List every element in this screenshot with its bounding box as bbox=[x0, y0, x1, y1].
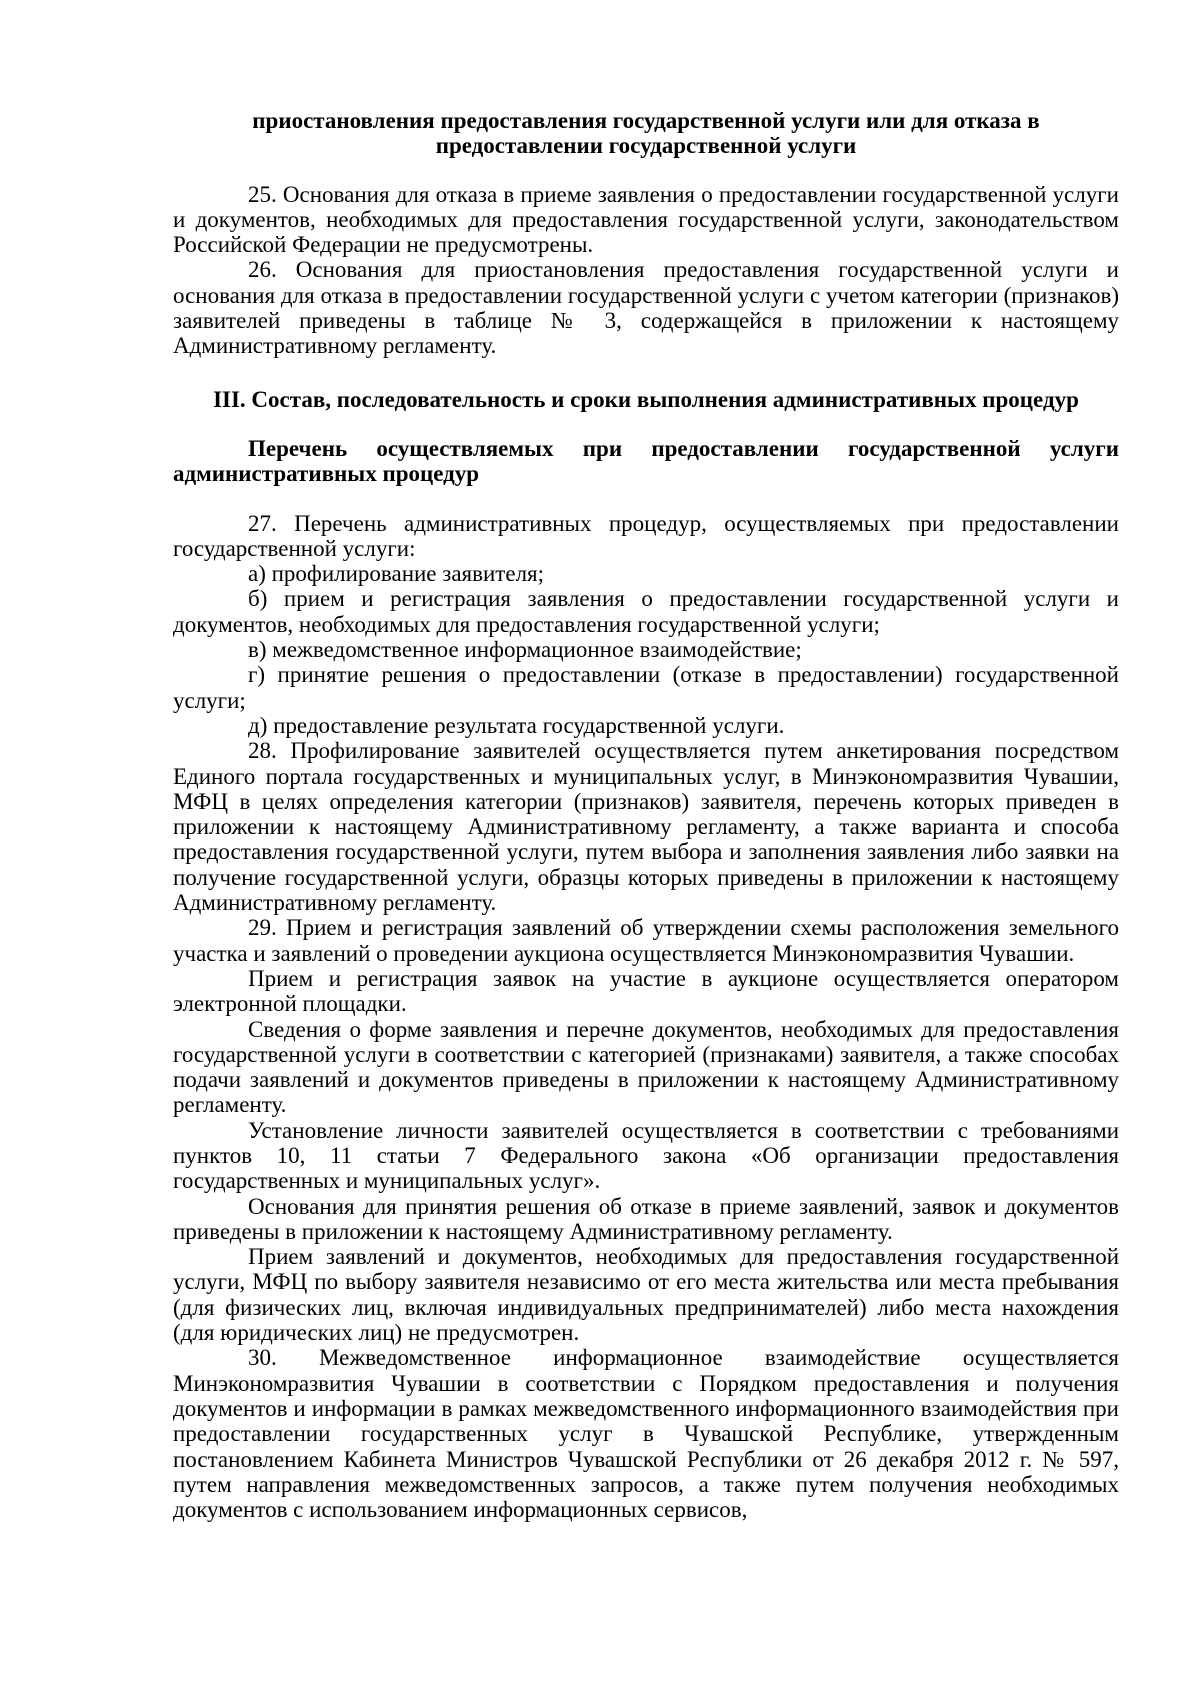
paragraph-28: 28. Профилирование заявителей осуществляется путем анкетирования посредством Единого портала государственных и муниципальных услуг, в Минэкономразвития Чувашии, МФЦ в целях определения категории (признаков) заявителя, перечень которых приведен в приложении к настоящему Административному регламенту, а также варианта и способа предоставления государственной услуги, путем выбора и заполнения заявления либо заявки на получение государственной услуги, образцы которых приведены в приложении к настоящему Административному регламенту. bbox=[173, 738, 1119, 916]
document-page bbox=[173, 108, 1119, 1522]
paragraph-30: 30. Межведомственное информационное взаимодействие осуществляется Минэкономразвития Чувашии в соответствии с Порядком предоставления и получения документов и информации в рамках межведомственного информационного взаимодействия при предоставлении государственных услуг в Чувашской Республике, утвержденным постановлением Кабинета Министров Чувашской Республики от 26 декабря 2012 г. № 597, путем направления межведомственных запросов, а также путем получения необходимых документов с использованием информационных сервисов, bbox=[173, 1345, 1119, 1523]
heading-top: приостановления предоставления государственной услуги или для отказа в предоставлении государственной услуги bbox=[252, 108, 1040, 159]
paragraph-29: 29. Прием и регистрация заявлений об утверждении схемы расположения земельного участка и заявлений о проведении аукциона осуществляется Минэкономразвития Чувашии. bbox=[173, 915, 1119, 966]
list-item-a: а) профилирование заявителя; bbox=[248, 561, 545, 587]
list-item-b: б) прием и регистрация заявления о предоставлении государственной услуги и документов, необходимых для предоставления государственной услуги; bbox=[173, 586, 1119, 637]
list-item-d: д) предоставление результата государственной услуги. bbox=[248, 712, 785, 738]
list-item-g: г) принятие решения о предоставлении (отказе в предоставлении) государственной услуги; bbox=[173, 662, 1119, 713]
paragraph-25: 25. Основания для отказа в приеме заявления о предоставлении государственной услуги и документов, необходимых для предоставления государственной услуги, законодательством Российской Федерации не предусмотрены. bbox=[173, 181, 1119, 258]
paragraph-29-mfc: Прием заявлений и документов, необходимых для предоставления государственной услуги, МФЦ по выбору заявителя независимо от его места жительства или места пребывания (для физических лиц, включая индивидуальных предпринимателей) либо места нахождения (для юридических лиц) не предусмотрен. bbox=[173, 1244, 1119, 1346]
paragraph-29-form-info: Сведения о форме заявления и перечне документов, необходимых для предоставления государственной услуги в соответствии с категорией (признаками) заявителя, а также способах подачи заявлений и документов приведены в приложении к настоящему Административному регламенту. bbox=[173, 1016, 1119, 1118]
paragraph-26: 26. Основания для приостановления предоставления государственной услуги и основания для отказа в предоставлении государственной услуги с учетом категории (признаков) заявителей приведены в таблице № 3, содержащейся в приложении к настоящему Административному регламенту. bbox=[173, 257, 1119, 359]
paragraph-29-refusal: Основания для принятия решения об отказе в приеме заявлений, заявок и документов приведены в приложении к настоящему Административному регламенту. bbox=[173, 1193, 1119, 1244]
paragraph-27: 27. Перечень административных процедур, осуществляемых при предоставлении государственной услуги: bbox=[173, 510, 1119, 561]
list-item-v: в) межведомственное информационное взаимодействие; bbox=[248, 637, 802, 663]
subsection-title: Перечень осуществляемых при предоставлении государственной услуги административных процедур bbox=[173, 435, 1119, 487]
paragraph-29-auction: Прием и регистрация заявок на участие в аукционе осуществляется оператором электронной площадки. bbox=[173, 965, 1119, 1017]
paragraph-29-identity: Установление личности заявителей осуществляется в соответствии с требованиями пунктов 10, 11 статьи 7 Федерального закона «Об организации предоставления государственных и муниципальных услуг». bbox=[173, 1117, 1119, 1194]
section-title: III. Состав, последовательность и сроки выполнения административных процедур bbox=[213, 386, 1079, 412]
